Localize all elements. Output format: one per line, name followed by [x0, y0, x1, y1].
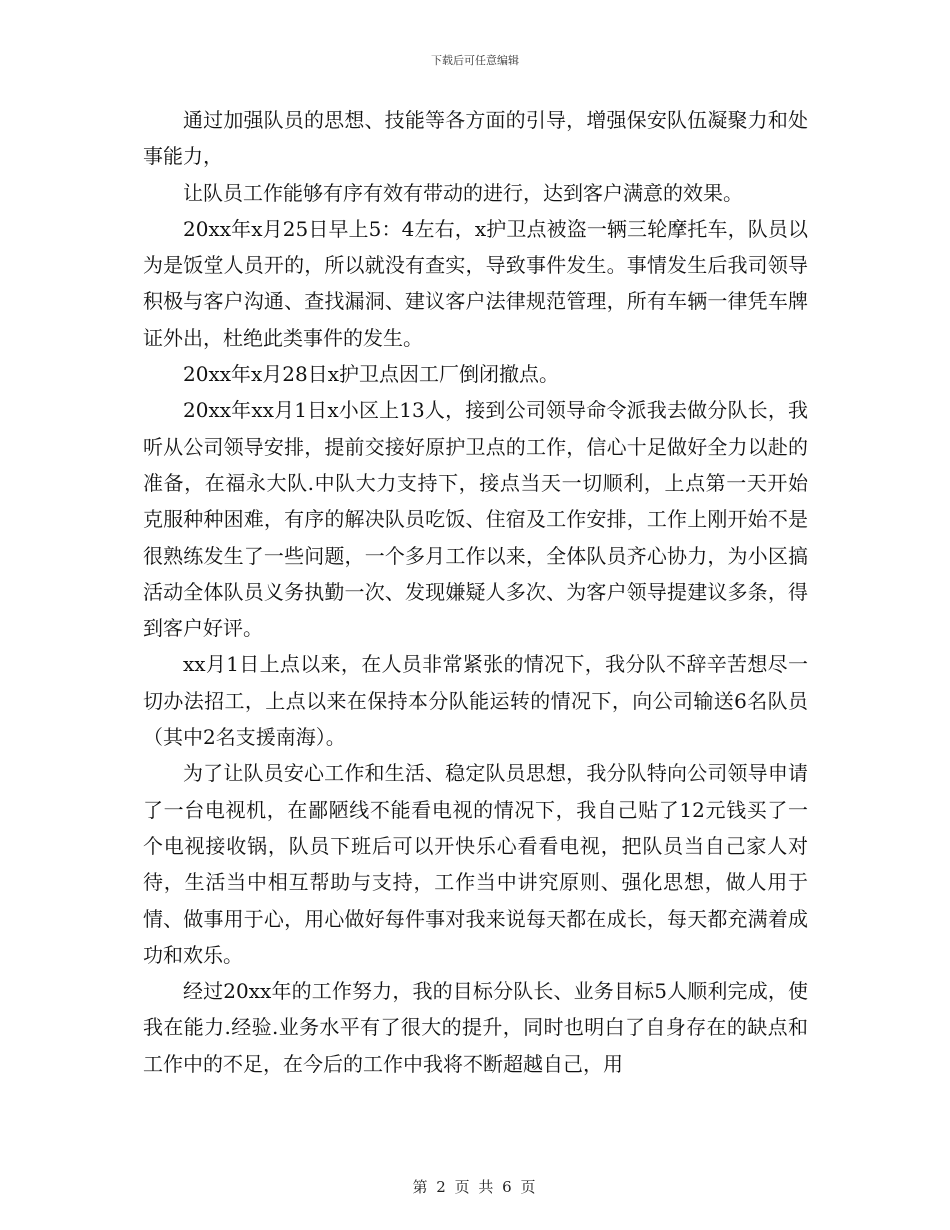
document-body [143, 102, 808, 1082]
paragraph: xx月1日上点以来，在人员非常紧张的情况下，我分队不辞辛苦想尽一切办法招工，上点以来在保持本分队能运转的情况下，向公司输送6名队员（其中2名支援南海）。 [143, 652, 808, 750]
page-header: 下载后可任意编辑 [431, 54, 519, 67]
page-footer: 第 2 页 共 6 页 [412, 1178, 538, 1196]
paragraph: 通过加强队员的思想、技能等各方面的引导，增强保安队伍凝聚力和处事能力， [143, 108, 808, 169]
paragraph: 20xx年xx月1日x小区上13人，接到公司领导命令派我去做分队长，我听从公司领导安排，提前交接好原护卫点的工作，信心十足做好全力以赴的准备，在福永大队.中队大力支持下，接点当天一切顺利，上点第一天开始克服种种困难，有序的解决队员吃饭、住宿及工作安排，工作上刚开始不是很熟练发生了一些问题，一个多月工作以来，全体队员齐心协力，为小区搞活动全体队员义务执勤一次、发现嫌疑人多次、为客户领导提建议多条，得到客户好评。 [143, 398, 808, 641]
paragraph: 20xx年x月25日早上5：4左右，x护卫点被盗一辆三轮摩托车，队员以为是饭堂人员开的，所以就没有查实，导致事件发生。事情发生后我司领导积极与客户沟通、查找漏洞、建议客户法律规范管理，所有车辆一律凭车牌证外出，杜绝此类事件的发生。 [143, 216, 808, 350]
paragraph: 经过20xx年的工作努力，我的目标分队长、业务目标5人顺利完成，使我在能力.经验.业务水平有了很大的提升，同时也明白了自身存在的缺点和工作中的不足，在今后的工作中我将不断超越自己，用 [143, 979, 808, 1076]
paragraph: 为了让队员安心工作和生活、稳定队员思想，我分队特向公司领导申请了一台电视机，在鄙陋线不能看电视的情况下，我自己贴了12元钱买了一个电视接收锅，队员下班后可以开快乐心看看电视，把队员当自己家人对待，生活当中相互帮助与支持，工作当中讲究原则、强化思想，做人用于情、做事用于心，用心做好每件事对我来说每天都在成长，每天都充满着成功和欢乐。 [143, 761, 808, 967]
paragraph: 20xx年x月28日x护卫点因工厂倒闭撤点。 [183, 362, 560, 387]
paragraph: 让队员工作能够有序有效有带动的进行，达到客户满意的效果。 [183, 180, 743, 205]
